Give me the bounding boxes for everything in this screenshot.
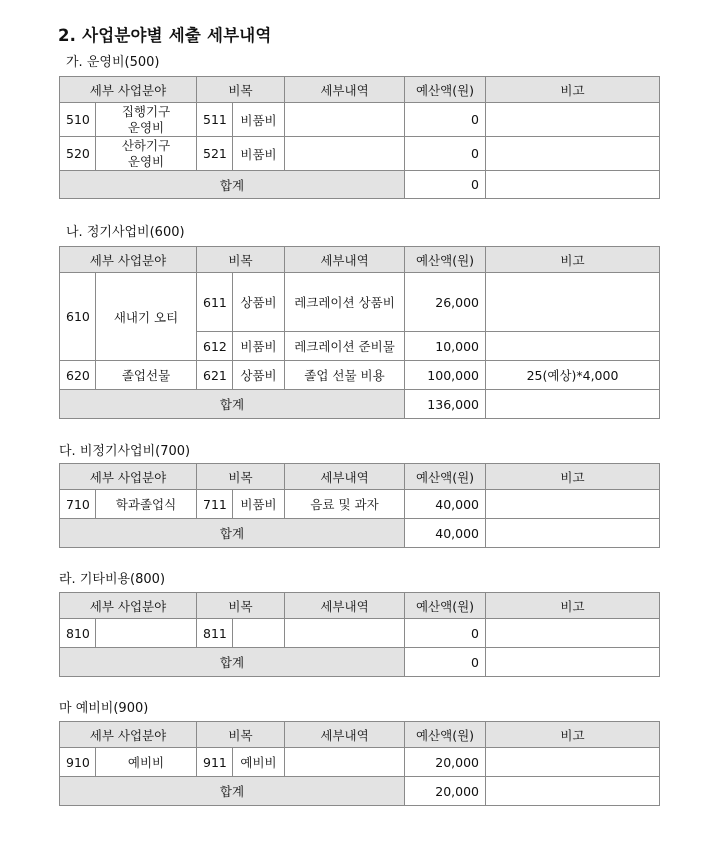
table-row (60, 273, 660, 332)
header-note: 비고 (486, 464, 660, 490)
item-code: 612 (197, 332, 233, 361)
item-code: 611 (197, 273, 233, 332)
header-area: 세부 사업분야 (60, 464, 197, 490)
table-row (60, 103, 660, 137)
area-name (96, 103, 197, 137)
total-amount: 0 (405, 171, 486, 199)
table-row (60, 619, 660, 648)
area-name: 졸업선물 (96, 361, 197, 390)
detail (285, 619, 405, 648)
item-code: 911 (197, 748, 233, 777)
total-label: 합계 (60, 390, 405, 419)
budget-table-operating (59, 76, 660, 199)
item-code: 521 (197, 137, 233, 171)
detail (285, 103, 405, 137)
total-row (60, 777, 660, 806)
table-header-row (60, 464, 660, 490)
header-note: 비고 (486, 593, 660, 619)
header-detail: 세부내역 (285, 722, 405, 748)
area-code: 510 (60, 103, 96, 137)
total-note (486, 171, 660, 199)
item-name: 예비비 (233, 748, 285, 777)
budget-amount: 20,000 (405, 748, 486, 777)
item-name: 상품비 (233, 273, 285, 332)
note (486, 273, 660, 332)
section-title-regular: 나. 정기사업비(600) (66, 225, 185, 240)
header-area: 세부 사업분야 (60, 722, 197, 748)
total-label: 합계 (60, 777, 405, 806)
total-amount: 136,000 (405, 390, 486, 419)
budget-amount: 10,000 (405, 332, 486, 361)
area-code: 810 (60, 619, 96, 648)
table-row (60, 748, 660, 777)
area-code: 710 (60, 490, 96, 519)
budget-amount: 0 (405, 619, 486, 648)
total-note (486, 777, 660, 806)
budget-amount: 0 (405, 103, 486, 137)
header-item: 비목 (197, 464, 285, 490)
detail: 레크레이션 상품비 (285, 273, 405, 332)
section-title-irregular: 다. 비정기사업비(700) (59, 444, 191, 459)
budget-amount: 40,000 (405, 490, 486, 519)
section-title-operating: 가. 운영비(500) (66, 55, 160, 70)
note (486, 490, 660, 519)
item-name: 비품비 (233, 332, 285, 361)
detail (285, 137, 405, 171)
item-code: 621 (197, 361, 233, 390)
detail: 레크레이션 준비물 (285, 332, 405, 361)
note (486, 619, 660, 648)
area-code: 910 (60, 748, 96, 777)
table-header-row (60, 247, 660, 273)
item-name: 비품비 (233, 137, 285, 171)
total-label: 합계 (60, 171, 405, 199)
header-budget: 예산액(원) (405, 722, 486, 748)
item-name: 비품비 (233, 103, 285, 137)
total-label: 합계 (60, 648, 405, 677)
header-note: 비고 (486, 722, 660, 748)
total-row (60, 519, 660, 548)
header-detail: 세부내역 (285, 464, 405, 490)
area-name-text: 산하기구 운영비 (121, 137, 171, 169)
header-budget: 예산액(원) (405, 247, 486, 273)
note (486, 137, 660, 171)
header-item: 비목 (197, 722, 285, 748)
detail: 졸업 선물 비용 (285, 361, 405, 390)
area-name (96, 619, 197, 648)
detail: 음료 및 과자 (285, 490, 405, 519)
table-row (60, 490, 660, 519)
total-row (60, 390, 660, 419)
header-item: 비목 (197, 77, 285, 103)
budget-amount: 26,000 (405, 273, 486, 332)
budget-amount: 100,000 (405, 361, 486, 390)
budget-table-other (59, 592, 660, 677)
item-code: 511 (197, 103, 233, 137)
budget-table-reserve (59, 721, 660, 806)
total-amount: 20,000 (405, 777, 486, 806)
item-code: 811 (197, 619, 233, 648)
note (486, 332, 660, 361)
item-code: 711 (197, 490, 233, 519)
area-name (96, 137, 197, 171)
area-name: 새내기 오티 (96, 273, 197, 361)
total-note (486, 390, 660, 419)
area-code: 620 (60, 361, 96, 390)
header-detail: 세부내역 (285, 593, 405, 619)
total-amount: 0 (405, 648, 486, 677)
note (486, 103, 660, 137)
item-name: 상품비 (233, 361, 285, 390)
section-title-other: 라. 기타비용(800) (59, 572, 166, 587)
header-area: 세부 사업분야 (60, 593, 197, 619)
total-amount: 40,000 (405, 519, 486, 548)
header-detail: 세부내역 (285, 247, 405, 273)
item-name: 비품비 (233, 490, 285, 519)
header-area: 세부 사업분야 (60, 77, 197, 103)
budget-table-regular (59, 246, 660, 419)
header-item: 비목 (197, 247, 285, 273)
note (486, 748, 660, 777)
total-row (60, 171, 660, 199)
budget-amount: 0 (405, 137, 486, 171)
note: 25(예상)*4,000 (486, 361, 660, 390)
total-row (60, 648, 660, 677)
item-name (233, 619, 285, 648)
header-note: 비고 (486, 247, 660, 273)
table-row (60, 361, 660, 390)
header-detail: 세부내역 (285, 77, 405, 103)
header-note: 비고 (486, 77, 660, 103)
section-title-reserve: 마 예비비(900) (59, 701, 149, 716)
header-area: 세부 사업분야 (60, 247, 197, 273)
total-note (486, 519, 660, 548)
budget-table-irregular (59, 463, 660, 548)
area-name: 학과졸업식 (96, 490, 197, 519)
header-item: 비목 (197, 593, 285, 619)
table-row (60, 137, 660, 171)
total-note (486, 648, 660, 677)
area-code: 610 (60, 273, 96, 361)
area-name-text: 집행기구 운영비 (121, 103, 171, 135)
table-header-row (60, 593, 660, 619)
header-budget: 예산액(원) (405, 593, 486, 619)
table-header-row (60, 77, 660, 103)
page-title: 2. 사업분야별 세출 세부내역 (58, 26, 272, 45)
total-label: 합계 (60, 519, 405, 548)
area-name: 예비비 (96, 748, 197, 777)
header-budget: 예산액(원) (405, 464, 486, 490)
detail (285, 748, 405, 777)
table-header-row (60, 722, 660, 748)
header-budget: 예산액(원) (405, 77, 486, 103)
area-code: 520 (60, 137, 96, 171)
